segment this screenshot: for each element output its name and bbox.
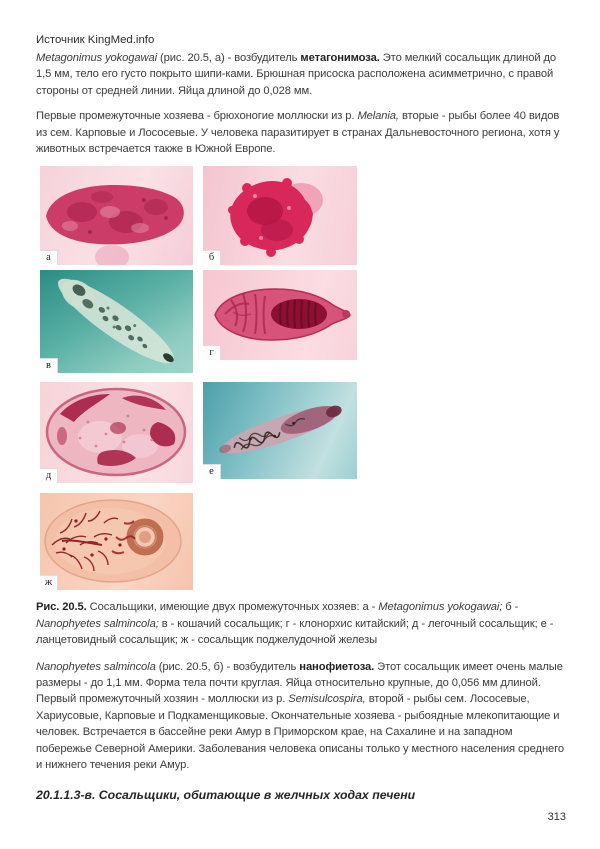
figure-20-5 bbox=[40, 166, 566, 590]
species-name: Nanophyetes salmincola; bbox=[36, 617, 159, 630]
section-heading: 20.1.1.3-в. Сосальщики, обитающие в желчных ходах печени bbox=[36, 787, 416, 802]
specimen-photo-metagonimus bbox=[40, 166, 193, 265]
text-run: Этот сосальщик имеет очень малые размеры - до 1,1 мм. Форма тела почти круглая. Яйца относительно крупные, до 0,056 мм длиной. Первый промежуточный хозяин - моллюски из р. bbox=[36, 660, 563, 706]
figure-panel-d bbox=[40, 382, 193, 483]
figure-panel-v bbox=[40, 270, 193, 373]
species-name: Metagonimus yokogawai bbox=[36, 52, 158, 64]
panel-label-d: д bbox=[40, 468, 58, 483]
figure-caption-number: Рис. 20.5. bbox=[36, 601, 87, 614]
genus-name: Melania, bbox=[357, 110, 399, 123]
panel-label-v: в bbox=[40, 358, 58, 373]
species-name: Nanophyetes salmincola bbox=[36, 660, 156, 673]
panel-label-a: а bbox=[40, 250, 58, 265]
text-run: б - bbox=[502, 601, 519, 614]
figure-caption bbox=[36, 599, 566, 648]
text-run: Первые промежуточные хозяева - брюхоногие моллюски из р. bbox=[36, 110, 358, 123]
panel-label-e: е bbox=[203, 464, 221, 479]
figure-panel-e bbox=[203, 382, 357, 479]
text-run: второй - рыбы сем. Лососевые, Хариусовые, Карповые и Подкаменщиковые. Окончательные хозяева - рыбоядные млекопитающие и человек. Встречается в бассейне реки Амур в Приморском крае, на Сахалине и на западном побережье Северной Америки. Заболевания человека описаны только у местного населения среднего и нижнего течения реки Амур. bbox=[36, 693, 564, 772]
text-run: (рис. 20.5, б) - возбудитель bbox=[155, 660, 300, 673]
specimen-photo-nanophyetes bbox=[203, 166, 357, 265]
paragraph-nanophyetes bbox=[36, 659, 566, 774]
genus-name: Semisulcospira, bbox=[288, 693, 366, 706]
figure-panel-b bbox=[203, 166, 357, 265]
specimen-photo-lancet-fluke bbox=[203, 382, 357, 479]
specimen-photo-cat-fluke bbox=[40, 270, 193, 373]
specimen-photo-pancreatic-fluke bbox=[40, 493, 193, 590]
specimen-photo-clonorchis bbox=[203, 270, 357, 360]
specimen-photo-lung-fluke bbox=[40, 382, 193, 483]
panel-label-g: г bbox=[203, 345, 221, 360]
figure-panel-a bbox=[40, 166, 193, 265]
figure-panel-zh bbox=[40, 493, 193, 590]
panel-label-b: б bbox=[203, 250, 221, 265]
disease-term: метагонимоза. bbox=[300, 52, 380, 64]
page-number: 313 bbox=[547, 810, 566, 823]
text-run: (рис. 20.5, а) - возбудитель bbox=[157, 52, 301, 64]
panel-label-zh: ж bbox=[40, 575, 58, 590]
paragraph-metagonimus bbox=[36, 50, 566, 99]
text-run: Это мелкий сосальщик длиной до 1,5 мм, тело его густо покрыто шипи-ками. Брюшная присоска расположена асимметрично, с правой стороны от средней линии. Яйца длиной до 0,028 мм. bbox=[36, 52, 557, 97]
text-run: вторые - рыбы более 40 видов из сем. Карповые и Лососевые. У человека паразитирует в странах Дальневосточного региона, хотя у животных встречается также в Южной Европе. bbox=[36, 110, 560, 156]
species-name: Metagonimus yokogawai; bbox=[378, 601, 503, 614]
disease-term: нанофиетоза. bbox=[299, 660, 375, 673]
text-run: Сосальщики, имеющие двух промежуточных хозяев: а - bbox=[86, 601, 379, 614]
figure-panel-g bbox=[203, 270, 357, 360]
source-header: Источник KingMed.info bbox=[36, 34, 155, 46]
text-run: в - кошачий сосальщик; г - клонорхис китайский; д - легочный сосальщик; е - ланцетовидный сосальщик; ж - сосальщик поджелудочной железы bbox=[36, 617, 554, 647]
paragraph-hosts bbox=[36, 108, 566, 157]
